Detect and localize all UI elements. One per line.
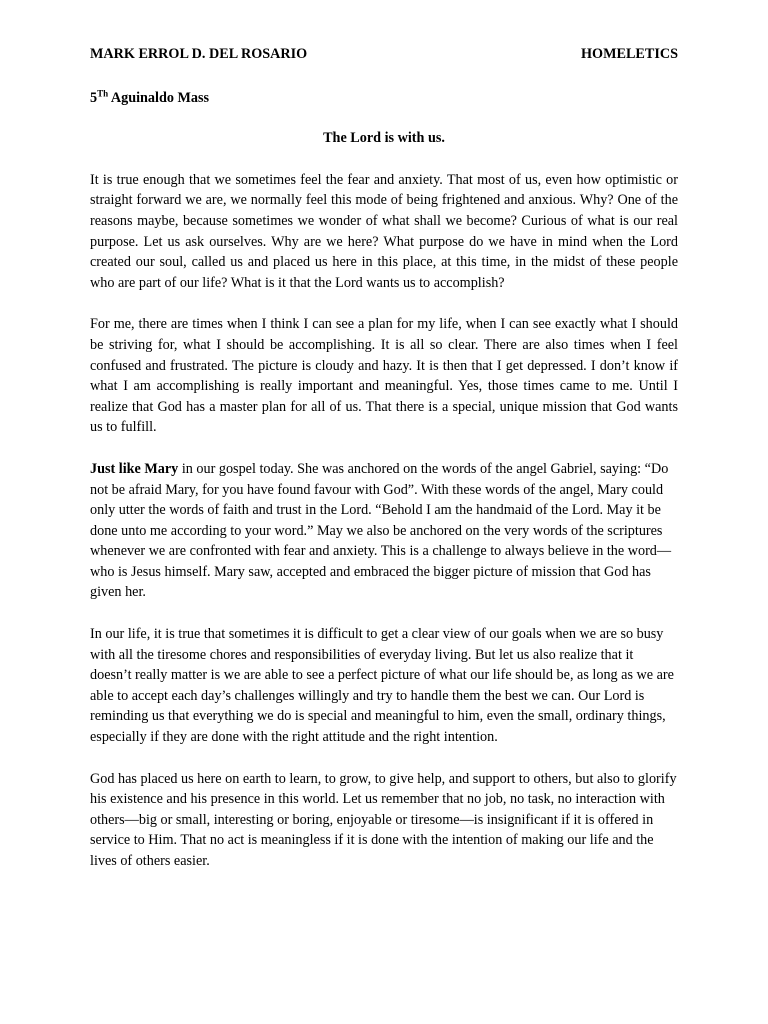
course-name: HOMELETICS — [581, 46, 678, 62]
ordinal-number: 5 — [90, 89, 98, 106]
ordinal-suffix: Th — [97, 87, 109, 98]
page-header — [90, 44, 678, 65]
paragraph-4: In our life, it is true that sometimes it is difficult to get a clear view of our goals when we are so busy with all the tiresome chores and responsibilities of everyday living. But let us also realize that it doesn’t really matter is we are able to see a perfect picture of what our life should be, as long as we are able to accept each day’s challenges willingly and try to handle them the best we can. Our Lord is reminding us that everything we do is special and meaningful to him, even the small, ordinary things, especially if they are done with the right attitude and the right intention. — [90, 626, 674, 746]
subtitle-text: Aguinaldo Mass — [108, 89, 210, 106]
paragraph-5: God has placed us here on earth to learn, to grow, to give help, and support to others, but also to glorify his existence and his presence in this world. Let us remember that no job, no task, no interaction with others—big or small, interesting or boring, enjoyable or tiresome—is insignificant if it is offered in service to Him. That no act is meaningless if it is done with the intention of making our life and the lives of others easier. — [90, 770, 677, 869]
paragraph-3-body: in our gospel today. She was anchored on the words of the angel Gabriel, saying: “Do not be afraid Mary, for you have found favour with God”. With these words of the angel, Mary could only utter the words of faith and trust in the Lord. “Behold I am the handmaid of the Lord. May it be done unto me according to your word.” May we also be anchored on the very words of the scriptures whenever we are confronted with fear and anxiety. This is a challenge to always believe in the word—who is Jesus himself. Mary saw, accepted and embraced the bigger picture of mission that God has given her. — [90, 460, 672, 601]
paragraph-3-lead: Just like Mary — [90, 460, 179, 477]
document-title: The Lord is with us. — [323, 130, 445, 147]
author-name: MARK ERROL D. DEL ROSARIO — [90, 46, 308, 62]
mass-subtitle — [90, 88, 678, 109]
paragraph-1: It is true enough that we sometimes feel the fear and anxiety. That most of us, even how optimistic or straight forward we are, we normally feel this mode of being frightened and anxious. Why? One of the reasons maybe, because sometimes we wonder of what shall we become? Curious of what is our real purpose. Let us ask ourselves. Why are we here? What purpose do we have in mind when the Lord created our soul, called us and placed us here in this place, at this time, in the midst of these people who are part of our life? What is it that the Lord wants us to accomplish? — [90, 171, 678, 291]
paragraph-3 — [90, 459, 678, 603]
paragraph-2: For me, there are times when I think I can see a plan for my life, when I can see exactly what I should be striving for, what I should be accomplishing. It is all so clear. There are also times when I feel confused and frustrated. The picture is cloudy and hazy. It is then that I get depressed. I don’t know if what I am accomplishing is really important and meaningful. Yes, those times came to me. Until I realize that God has a master plan for all of us. That there is a special, unique mission that God wants us to fulfill. — [90, 316, 678, 436]
